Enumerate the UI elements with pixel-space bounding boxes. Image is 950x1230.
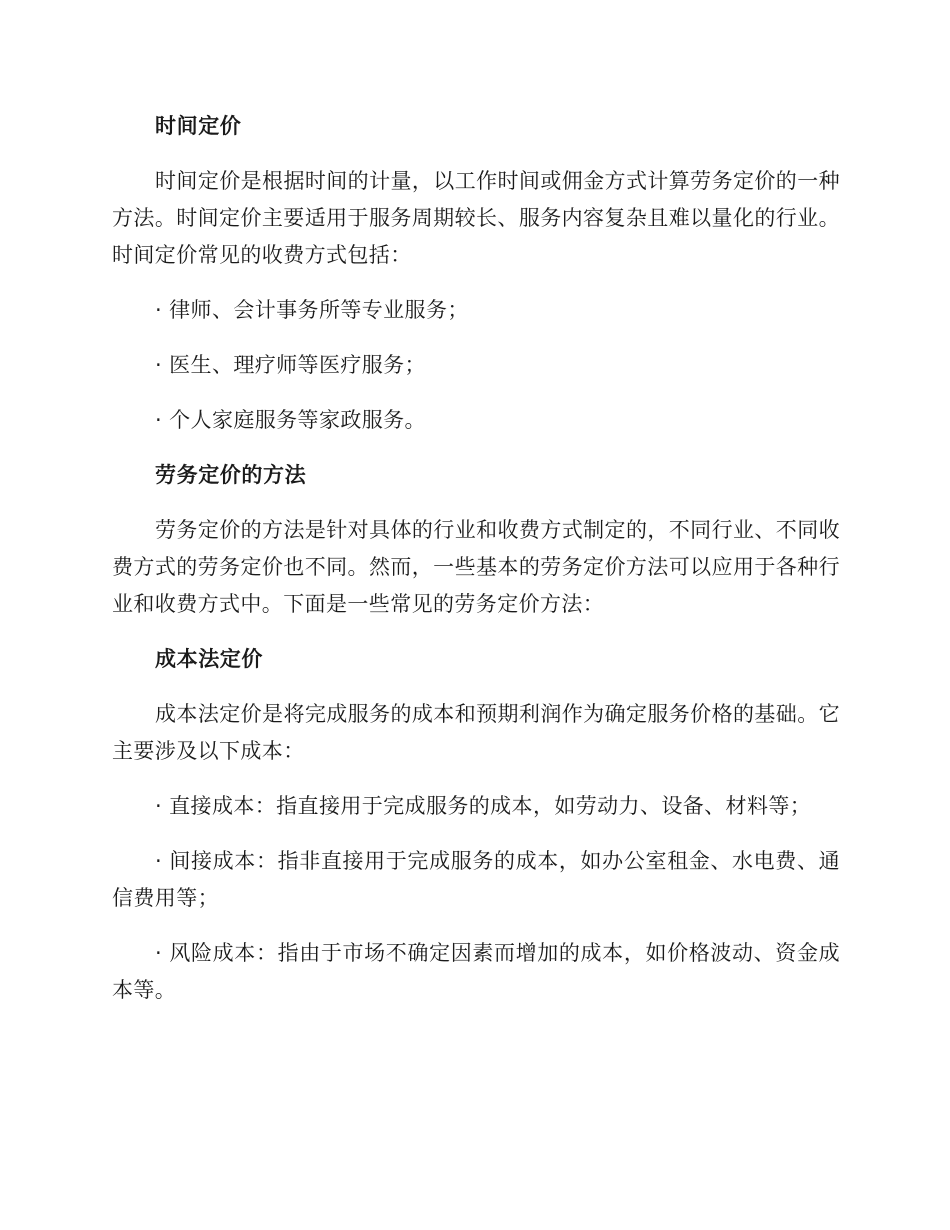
paragraph-pricing-methods: 劳务定价的方法是针对具体的行业和收费方式制定的，不同行业、不同收费方式的劳务定价也不同。然而，一些基本的劳务定价方法可以应用于各种行业和收费方式中。下面是一些常见的劳务定价方法：: [112, 518, 840, 616]
list-item-medical: · 医生、理疗师等医疗服务；: [155, 353, 426, 377]
list-item-risk-cost: · 风险成本：指由于市场不确定因素而增加的成本，如价格波动、资金成本等。: [112, 941, 840, 1002]
section-heading-pricing-methods: 劳务定价的方法: [155, 463, 307, 487]
paragraph-cost-pricing: 成本法定价是将完成服务的成本和预期利润作为确定服务价格的基础。它主要涉及以下成本：: [112, 702, 840, 763]
paragraph-time-pricing: 时间定价是根据时间的计量，以工作时间或佣金方式计算劳务定价的一种方法。时间定价主要适用于服务周期较长、服务内容复杂且难以量化的行业。时间定价常见的收费方式包括：: [112, 169, 840, 267]
section-heading-cost-pricing: 成本法定价: [155, 647, 263, 671]
list-item-domestic: · 个人家庭服务等家政服务。: [155, 408, 426, 432]
document-page: [112, 108, 840, 1027]
section-heading-time-pricing: 时间定价: [155, 114, 242, 138]
list-item-legal-accounting: · 律师、会计事务所等专业服务；: [155, 298, 469, 322]
list-item-direct-cost: · 直接成本：指直接用于完成服务的成本，如劳动力、设备、材料等；: [155, 794, 812, 818]
list-item-indirect-cost: · 间接成本：指非直接用于完成服务的成本，如办公室租金、水电费、通信费用等；: [112, 849, 840, 910]
